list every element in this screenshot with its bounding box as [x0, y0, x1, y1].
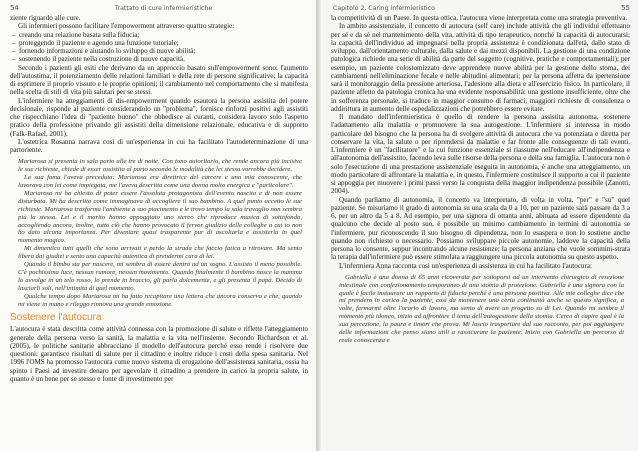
quote-paragraph: Qualche tempo dopo Mariarosa mi ha fatto recapitare una lettera che ancora conservo e che, quando mi viene in mano e rileggo rinnova una grande emozione.	[18, 292, 302, 308]
right-para-5: L'infermiera Anna racconta così un'esperienza di assistenza in cui ha facilitato l'autocura:	[339, 261, 592, 270]
quote-paragraph: Mi dimentico tutti quelli che sono arrivati e perdo la strada che faccio fatica a ritrovare. Ma sento libera dai giudizi e sento una capacità autentica di prendermi cura di lei.	[18, 245, 302, 261]
left-quote-block	[18, 158, 302, 308]
right-para-2: In ambito assistenziale, il concetto di autocura (self care) include attività che gli individui effettuano per sé e da sé nel mantenimento della vita, attività di tipo terapeutico, nonché la capacità di autocurarsi; la capacità dell'individuo ad impegnarsi nella propria assistenza è condizionata dall'età, dallo stato di sviluppo, dall'orientamento culturale, dalla salute e dai mezzi disponibili. La gestione di una condizione patologica richiede una serie di abilità da parte del soggetto (cognitive, pratiche e comportamentali); per esempio, un paziente colostomizzato deve apprendere nuove abilità per la gestione dello stoma, dei cambiamenti nell'eliminazione fecale e nelle abitudini alimentari; per la persona affetta da ipertensione sarà il monitoraggio della pressione arteriosa, l'adesione alla dieta e all'esercizio fisico. In particolare, il paziente affetto da patologia cronica ha una evidente responsabilità: una gestione insufficiente, oltre che in sofferenza personale, si traduce in maggior consumo di farmaci, maggiori richieste di consulenza o addirittura in aumento delle ospedalizzazioni che potrebbero essere evitate.	[331, 22, 630, 113]
right-para-3: Il mandato dell'infermieristica è quello di rendere la persona assistita autonoma, sostenere l'adattamento alla malattia e promuovere la sua autogestione. L'infermiere si interessa in modo particolare del bisogno che la persona ha di svolgere attività di autocura che va potenziata e diretta per conservare la vita, la salute o per riprendersi da malattie e far fronte alle conseguenze di tali eventi. L'infermiere è un "facilitatore" e la cui funzione essenziale si riassume nell'educare all'indipendenza e all'autonomia dell'assistito, facendo leva sulle risorse della persona e della sua famiglia. L'autocura non è solo l'esecuzione di una prestazione assistenziale eseguita in autonomia, è anche una atteggiamento, un modo particolare di affrontare la malattia e, in questo, l'infermiere costituisce il supporto a cui il paziente si appoggia per muovere i primi passi verso la conquista della maggior indipendenza possibile (Zanotti, 2004).	[331, 113, 630, 196]
list-item: – creando una relazione basata sulla fiducia;	[10, 31, 308, 39]
right-page	[321, 0, 638, 451]
right-para-1: la competitività di un Paese. In questa ottica, l'autocura viene interpretata come una strategia preventiva.	[331, 14, 628, 22]
right-quote-block	[339, 274, 624, 345]
list-item: – sostenendo il paziente nella costruzione di nuove capacità.	[10, 55, 308, 63]
left-running-header: Trattato di cure infermieristiche	[114, 5, 213, 12]
left-para-5: L'autocura è stata descritta come attività connessa con la promozione di salute e riflette l'atteggiamento generale della persona verso la sanità, la malattia e la vita nell'insieme. Secondo Richardson et al. (2005), le politiche sanitarie abbracciano il modello dell'autocura perché esso rende i risolvere due questioni: garantisce risultati di salute per il cittadino e inoltre riduce i costi della spesa sanitaria. Nel 1996 l'OMS ha promosso l'autocura come nuovo sistema di erogazione dell'assistenza sanitaria, ossia ha spinto i Paesi ad investire denaro per agevolare il cittadino a prendere in carico la propria salute, in quanto è un bene per se stesso e fonte di investimento per	[10, 325, 308, 383]
left-para-1: Gli infermieri possono facilitare l'empowerment attraverso quattro strategie:	[18, 22, 235, 31]
list-item: – fornendo informazioni e aiutando lo sviluppo di nuove abilità;	[10, 47, 308, 55]
right-running-header: Capitolo 2. Caring infermieristico	[333, 5, 435, 12]
left-page-header	[10, 4, 308, 14]
quote-paragraph: La sua fama l'aveva preceduta: Mariarosa era direttrice del carcere e una mia conoscente, che lavorava con lei come impiegata, me l'aveva descritta come una donna molto energica e "particolare".	[18, 174, 302, 189]
section-title: Sostenere l'autocura	[10, 312, 102, 324]
quote-paragraph: Quando il bimbo sta per nascere, mi sembra di essere dentro ad un sogno. L'assisto il meno possibile. C'è pochissima luce, nessun rumore, nessun movimento. Quando finalmente il bambino nasce la mamma lo avvolge in un telo rosso, lo prende in braccio, gli parla dolcemente, e gli presenta il papà. Decido di lasciarli soli, nell'intimità di quel momento.	[18, 261, 302, 292]
strategy-list	[10, 31, 308, 64]
quote-paragraph: Gabriella è una donna di 65 anni ricoverata per sottoporsi ad un intervento chirurgico di resezione intestinale con confezionamento temporaneo di una stomia di protezione. Gabriella è una signora con la quale è facile instaurare un rapporto di fiducia perché è una persona positiva. Alle mie colleghe dice che mi prendero in carico la paziente, così da mantenere una certa continuità anche se questo significa, a volte, fermarmi oltre l'orario di lavoro, ma sento di avere un progetto su di Lei. Quando mi sembra il momento più idoneo, inizio ad affrontare il tema dell'autogestione della stomia. Cerco di capire qual è la sua percezione, la paura e timori che prova. Mi lascio trasportare dal suo racconto, per poi aggiungere delle informazioni che penso siano utili a rassicurare la paziente. Inizio con Gabriella un percorso di reale conoscenza e	[339, 273, 624, 344]
quote-paragraph: Mariarosa mi ha chiesto di poter essere l'assoluta protagonista dell'evento nascita e di non essere disturbata. Mi ha descritto come immaginava di accogliere il suo bambino. A quel punto accetto le sue richieste. Mariarosa trasforma l'ambiente a suo piacimento e le trovo tempo la sala travaglio non sembra più la stessa. Lei e il marito hanno appoggiato uno stereo che riproduce musica di sottofondo, accogliendo ancora, inoltre, tutto ciò che hanno provocato il fervor giudizio delle colleghe a cui io non ho dato alcuna importanza. Per diventare quasi trasparente pur di ascoltarla e assisterla in quel momento magico.	[18, 189, 302, 245]
list-item: – proteggendo il paziente e agendo una funzione tutoriale;	[10, 39, 308, 47]
quote-paragraph: Mariarosa si presenta in sala parto alle tre di notte. Con tono autoritario, che rende ancora più incisive le sue richieste, chiede di esser assistita al parto secondo le modalità che lei stessa vorrebbe decidere.	[18, 158, 302, 174]
right-page-number: 55	[621, 4, 630, 12]
right-para-4: Quando parliamo di autonomia, il concetto va interpretato, di volta in volta, "per" e "su" quel paziente. Se misuriamo il grado di autonomia su una scala da 0 a 10, per un paziente sarà passare da 3 a 6, per un altro da 5 a 8. Ad esempio, per una signora di ottanta anni, abituata ad essere dipendente da qualcuno che decide al posto suo, è possibile un minimo cambiamento in termini di autonomia se l'infermiere, pur riconoscendo il suo bisogno di dipendenza, non lo esaspera e non lo sostiene anche quando non richiesto o necessario. Possiamo sviluppare piccole autonomie, laddove la capacità della persona lo consente, seppur incontrando alcune resistenze; la persona anziana che vuole sommini-strata la terapia dall'infermiere può essere stimolata a raggiungere una piccola autonomia su questo aspetto.	[331, 195, 630, 262]
left-para-4: L'ostetrica Rosanna narrava così di un'esperienza in cui ha facilitato l'autodeterminazione di una partoriente.	[10, 137, 308, 154]
left-para-3: L'infermiere ha atteggiamenti di dis-empowerment quando esautora la persona assistita del potere decisionale, risponde al paziente considerandolo un "problema", fornisce rinforzi positivi agli assistiti che rispecchiano l'idea di "paziente buono" che obbedisce ai curanti, considera lavoro solo l'aspetto pratico della professione privando gli assistiti della dimensione relazionale, educativa e di supporto (Falk-Rafael, 2001).	[10, 96, 308, 138]
left-page-number: 54	[10, 4, 19, 12]
left-para-2: Secondo i pazienti gli esiti che derivano da un approccio basato sull'empowerment sono: l'aumento dell'autostima, il potenziamento delle relazioni familiari e della rete di persone significative; la capacità di esprimere il proprio vissuto e le proprie opinioni; il cambiamento nel comportamento che si manifesta nella scelta di stili di vita più salutari per se stessi.	[10, 63, 308, 97]
left-intro: ziente riguardo alle cure.	[10, 14, 81, 22]
right-page-header	[331, 4, 630, 14]
left-page	[0, 0, 316, 451]
